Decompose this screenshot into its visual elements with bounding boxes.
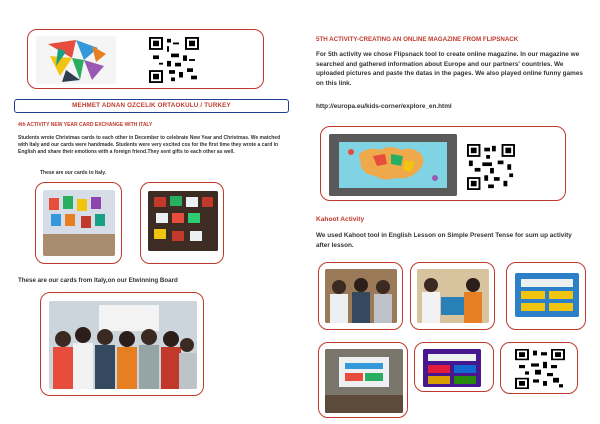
kahoot-photo-3 xyxy=(325,349,403,413)
activity4-body: Students wrote Christmas cards to each other in December to celebrate New Year and Christmas. We matched with Italy and our cards were handmade. Students were very excited cos for the first time they wrote a card in English and share their emotions with a foreign friend.They sent gifts to each other as well. xyxy=(18,135,281,155)
qr-code-kahoot xyxy=(515,349,565,389)
kahoot-photo-box-3 xyxy=(318,342,408,418)
magazine-cover-image xyxy=(36,36,116,84)
school-banner: MEHMET ADNAN OZCELIK ORTAOKULU / TURKEY xyxy=(14,99,289,113)
qr-code-flipsnack xyxy=(467,144,515,190)
kahoot-body: We used Kahoot tool in English Lesson on Simple Present Tense for sum up activity after lesson. xyxy=(316,232,572,249)
kahoot-screen-1 xyxy=(515,273,579,317)
cards-photo-2 xyxy=(148,191,218,251)
board-photo xyxy=(49,301,197,389)
cards-caption: These are our cards to Italy. xyxy=(40,170,107,176)
kahoot-photo-2 xyxy=(417,269,489,323)
kahoot-screen-box-1 xyxy=(506,262,586,330)
board-caption: These are our cards from Italy,on our Etwinning Board xyxy=(18,277,178,284)
kahoot-photo-1 xyxy=(325,269,397,323)
kahoot-screen-2 xyxy=(423,349,481,387)
activity5-title: 5TH ACTIVITY-CREATING AN ONLINE MAGAZINE FROM FLIPSNACK xyxy=(316,36,519,43)
activity4-title: 4th ACTIVITY NEW YEAR CARD EXCHANGE WITH ITALY xyxy=(18,122,153,128)
cards-photo-1 xyxy=(43,190,115,256)
kahoot-photo-box-4 xyxy=(414,342,494,392)
kahoot-title: Kahoot Activity xyxy=(316,216,365,223)
cards-photo-box-1 xyxy=(35,182,122,264)
qr-box-kahoot xyxy=(500,342,578,394)
europe-map-image xyxy=(329,134,457,196)
flipsnack-box xyxy=(320,126,566,201)
kahoot-photo-box-2 xyxy=(410,262,495,330)
flipsnack-link[interactable]: http://europa.eu/kids-corner/explore_en.html xyxy=(316,103,452,110)
board-photo-box xyxy=(40,292,204,396)
right-page xyxy=(300,0,600,424)
cards-photo-box-2 xyxy=(140,182,224,264)
qr-code-magazine xyxy=(149,37,199,83)
kahoot-photo-box-1 xyxy=(318,262,403,330)
activity5-body: For 5th activity we chose Flipsnack tool to create online magazine. In our magazine we searched and gathered information about Europe and our partners' countries. We uploaded pictures and paste the datas in the pages. We also played online funny games on this link. xyxy=(316,51,583,87)
magazine-cover-box xyxy=(27,29,264,89)
